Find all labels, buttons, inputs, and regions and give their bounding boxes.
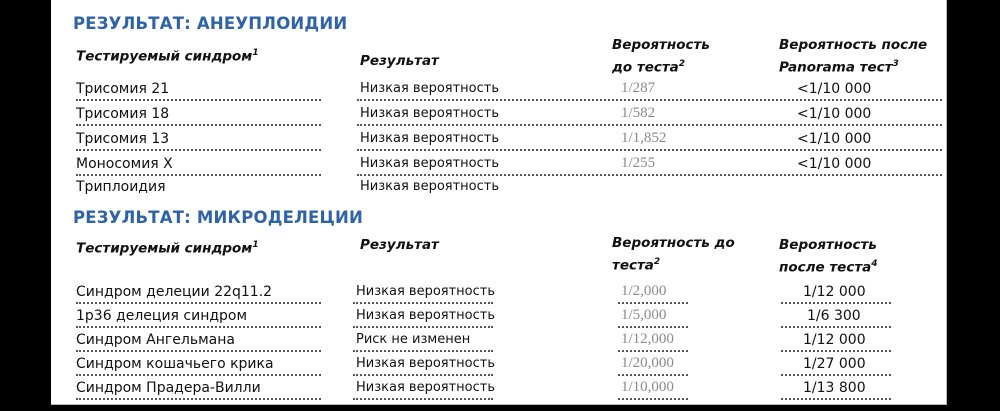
microdeletion-row-1-post: 1/12 000 bbox=[803, 284, 866, 300]
microdeletion-row-5-result: Низкая вероятность bbox=[356, 380, 496, 395]
aneuploidy-header-result: Результат bbox=[360, 53, 439, 69]
aneuploidy-row-3-prior: 1/1,852 bbox=[621, 130, 667, 146]
row-divider bbox=[781, 326, 891, 328]
aneuploidy-row-4-syndrome: Моносомия X bbox=[76, 156, 173, 172]
aneuploidy-header-prior: Вероятность до теста$^2$ bbox=[612, 37, 710, 76]
aneuploidy-row-3-result: Низкая вероятность bbox=[360, 131, 500, 146]
row-divider bbox=[76, 99, 321, 101]
microdeletion-title: РЕЗУЛЬТАТ: МИКРОДЕЛЕЦИИ bbox=[73, 208, 364, 227]
row-divider bbox=[353, 350, 493, 352]
row-divider bbox=[76, 374, 321, 376]
row-divider bbox=[76, 326, 321, 328]
row-divider bbox=[357, 124, 942, 126]
aneuploidy-row-2-prior: 1/582 bbox=[621, 105, 656, 121]
microdeletion-row-2-post: 1/6 300 bbox=[807, 308, 861, 324]
microdeletion-row-3-result: Риск не изменен bbox=[356, 332, 471, 347]
row-divider bbox=[353, 374, 493, 376]
aneuploidy-row-2-syndrome: Трисомия 18 bbox=[76, 106, 170, 122]
microdeletion-header-post: Вероятность после теста$^4$ bbox=[779, 237, 878, 276]
aneuploidy-row-5-result: Низкая вероятность bbox=[360, 179, 500, 194]
row-divider bbox=[357, 99, 942, 101]
aneuploidy-row-4-result: Низкая вероятность bbox=[360, 156, 500, 171]
microdeletion-row-4-post: 1/27 000 bbox=[803, 356, 866, 372]
microdeletion-row-3-post: 1/12 000 bbox=[803, 332, 866, 348]
aneuploidy-row-4-post: <1/10 000 bbox=[797, 156, 872, 172]
microdeletion-row-4-syndrome: Синдром кошачьего крика bbox=[76, 356, 274, 372]
aneuploidy-header-post: Вероятность после Panorama тест$^3$ bbox=[779, 37, 928, 76]
results-panel bbox=[51, 0, 947, 405]
microdeletion-row-1-prior: 1/2,000 bbox=[621, 283, 667, 299]
aneuploidy-row-1-syndrome: Трисомия 21 bbox=[76, 81, 170, 97]
row-divider bbox=[781, 374, 891, 376]
microdeletion-row-1-result: Низкая вероятность bbox=[356, 284, 496, 299]
row-divider bbox=[76, 302, 321, 304]
aneuploidy-row-2-result: Низкая вероятность bbox=[360, 106, 500, 121]
aneuploidy-row-3-post: <1/10 000 bbox=[797, 131, 872, 147]
row-divider bbox=[618, 398, 688, 400]
row-divider bbox=[76, 174, 321, 176]
microdeletion-row-4-prior: 1/20,000 bbox=[621, 355, 674, 371]
microdeletion-header-prior: Вероятность до теста$^2$ bbox=[612, 235, 735, 274]
row-divider bbox=[618, 326, 688, 328]
microdeletion-header-result: Результат bbox=[360, 237, 439, 253]
microdeletion-row-2-result: Низкая вероятность bbox=[356, 308, 496, 323]
row-divider bbox=[76, 398, 321, 400]
aneuploidy-title: РЕЗУЛЬТАТ: АНЕУПЛОИДИИ bbox=[73, 14, 348, 33]
row-divider bbox=[76, 124, 321, 126]
aneuploidy-row-3-syndrome: Трисомия 13 bbox=[76, 131, 170, 147]
microdeletion-row-4-result: Низкая вероятность bbox=[356, 356, 496, 371]
row-divider bbox=[353, 398, 493, 400]
aneuploidy-row-1-post: <1/10 000 bbox=[797, 81, 872, 97]
row-divider bbox=[781, 350, 891, 352]
row-divider bbox=[353, 302, 493, 304]
microdeletion-row-3-syndrome: Синдром Ангельмана bbox=[76, 332, 235, 348]
row-divider bbox=[618, 302, 688, 304]
aneuploidy-row-4-prior: 1/255 bbox=[621, 155, 656, 171]
row-divider bbox=[618, 350, 688, 352]
microdeletion-row-2-syndrome: 1p36 делеция синдром bbox=[76, 308, 248, 324]
microdeletion-row-5-post: 1/13 800 bbox=[803, 380, 866, 396]
row-divider bbox=[781, 302, 891, 304]
aneuploidy-row-2-post: <1/10 000 bbox=[797, 106, 872, 122]
microdeletion-row-3-prior: 1/12,000 bbox=[621, 331, 674, 347]
row-divider bbox=[353, 326, 493, 328]
aneuploidy-row-1-prior: 1/287 bbox=[621, 80, 656, 96]
microdeletion-header-syndrome: Тестируемый синдром$^1$ bbox=[76, 240, 259, 257]
row-divider bbox=[618, 374, 688, 376]
row-divider bbox=[781, 398, 891, 400]
aneuploidy-row-5-syndrome: Триплоидия bbox=[76, 179, 166, 195]
row-divider bbox=[76, 149, 321, 151]
microdeletion-row-2-prior: 1/5,000 bbox=[621, 307, 667, 323]
microdeletion-row-5-syndrome: Синдром Прадера-Вилли bbox=[76, 380, 261, 396]
row-divider bbox=[357, 149, 942, 151]
microdeletion-row-5-prior: 1/10,000 bbox=[621, 379, 674, 395]
row-divider bbox=[357, 174, 942, 176]
microdeletion-row-1-syndrome: Синдром делеции 22q11.2 bbox=[76, 284, 273, 300]
row-divider bbox=[76, 350, 321, 352]
aneuploidy-header-syndrome: Тестируемый синдром$^1$ bbox=[76, 48, 259, 65]
aneuploidy-row-1-result: Низкая вероятность bbox=[360, 81, 500, 96]
